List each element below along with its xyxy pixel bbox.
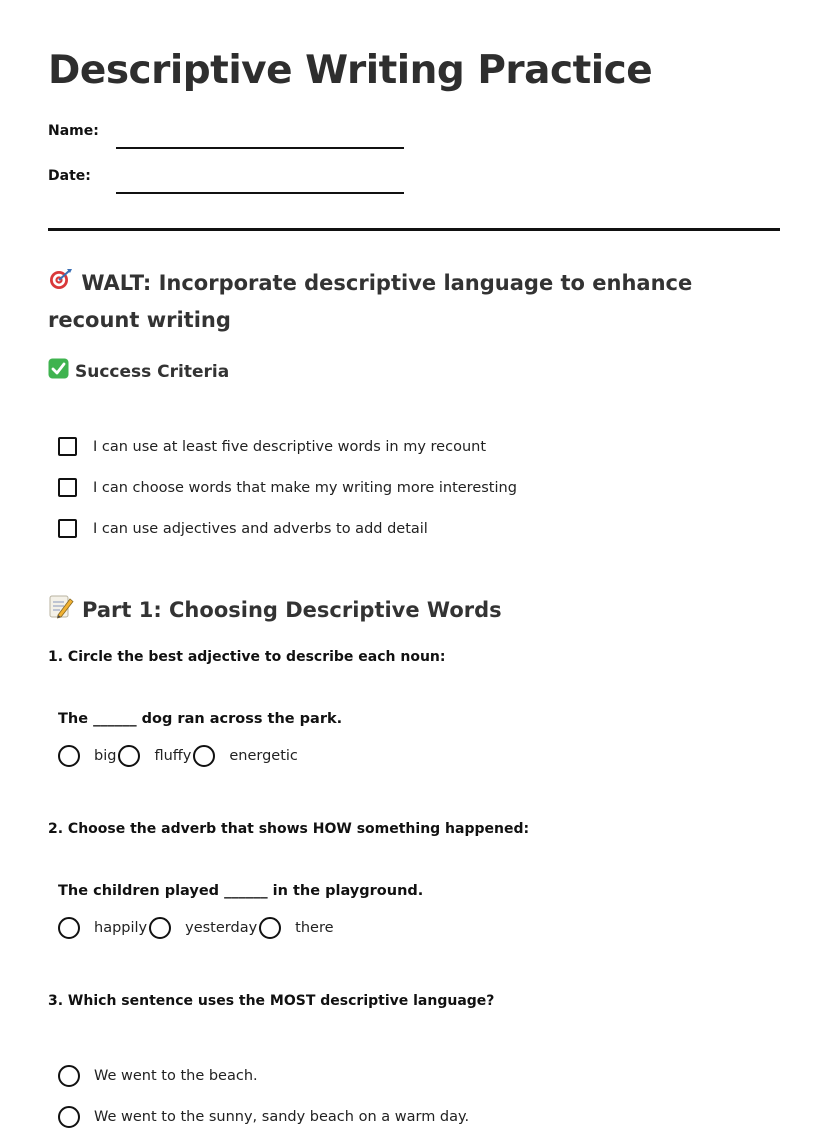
option-label: yesterday [185,920,258,936]
option[interactable] [193,745,300,767]
date-label: Date: [48,168,91,184]
criteria-checkbox[interactable] [58,437,77,456]
header-divider [48,228,780,231]
option[interactable] [58,745,118,767]
criteria-item [58,508,780,549]
part1-title: Part 1: Choosing Descriptive Words [82,598,502,622]
question-3-prompt: 3. Which sentence uses the MOST descriptive language? [48,993,495,1009]
radio-button[interactable] [58,1106,80,1128]
date-field [48,153,780,198]
page-title: Descriptive Writing Practice [48,48,653,93]
question-2-options [48,917,780,939]
option[interactable] [118,745,193,767]
name-input-line[interactable] [116,147,404,149]
criteria-text: I can use at least five descriptive words in my recount [93,438,487,455]
radio-button[interactable] [58,745,80,767]
criteria-text: I can use adjectives and adverbs to add detail [93,520,428,537]
question-1-sentence: The ______ dog ran across the park. [58,711,343,727]
radio-button[interactable] [193,745,215,767]
question-2-sentence: The children played ______ in the playground. [58,883,424,899]
target-icon [48,266,74,302]
question-1-options [48,745,780,767]
option[interactable] [58,917,149,939]
option-label: big [94,748,117,764]
radio-button[interactable] [58,1065,80,1087]
option[interactable] [58,1096,780,1137]
criteria-item [58,426,780,467]
question-1-prompt: 1. Circle the best adjective to describe each noun: [48,649,446,665]
option[interactable] [259,917,335,939]
criteria-text: I can choose words that make my writing more interesting [93,479,517,496]
part1-heading [48,593,780,627]
question-3-options [48,1055,780,1137]
option[interactable] [58,1055,780,1096]
option-label: We went to the beach. [94,1067,258,1084]
name-field [48,108,780,153]
option[interactable] [149,917,259,939]
success-criteria-list [48,426,780,549]
memo-pencil-icon [48,593,74,627]
walt-heading [48,265,780,338]
option-label: fluffy [154,748,192,764]
criteria-item [58,467,780,508]
radio-button[interactable] [118,745,140,767]
criteria-checkbox[interactable] [58,519,77,538]
name-label: Name: [48,123,99,139]
success-criteria-title: Success Criteria [75,362,230,382]
option-label: energetic [229,748,298,764]
option-label: there [295,920,334,936]
option-label: happily [94,920,148,936]
radio-button[interactable] [149,917,171,939]
radio-button[interactable] [58,917,80,939]
success-criteria-heading [48,358,780,386]
question-2-prompt: 2. Choose the adverb that shows HOW something happened: [48,821,530,837]
option-label: We went to the sunny, sandy beach on a warm day. [94,1108,470,1125]
criteria-checkbox[interactable] [58,478,77,497]
walt-text: WALT: Incorporate descriptive language to enhance recount writing [48,271,693,332]
radio-button[interactable] [259,917,281,939]
check-mark-icon [48,358,69,386]
date-input-line[interactable] [116,192,404,194]
